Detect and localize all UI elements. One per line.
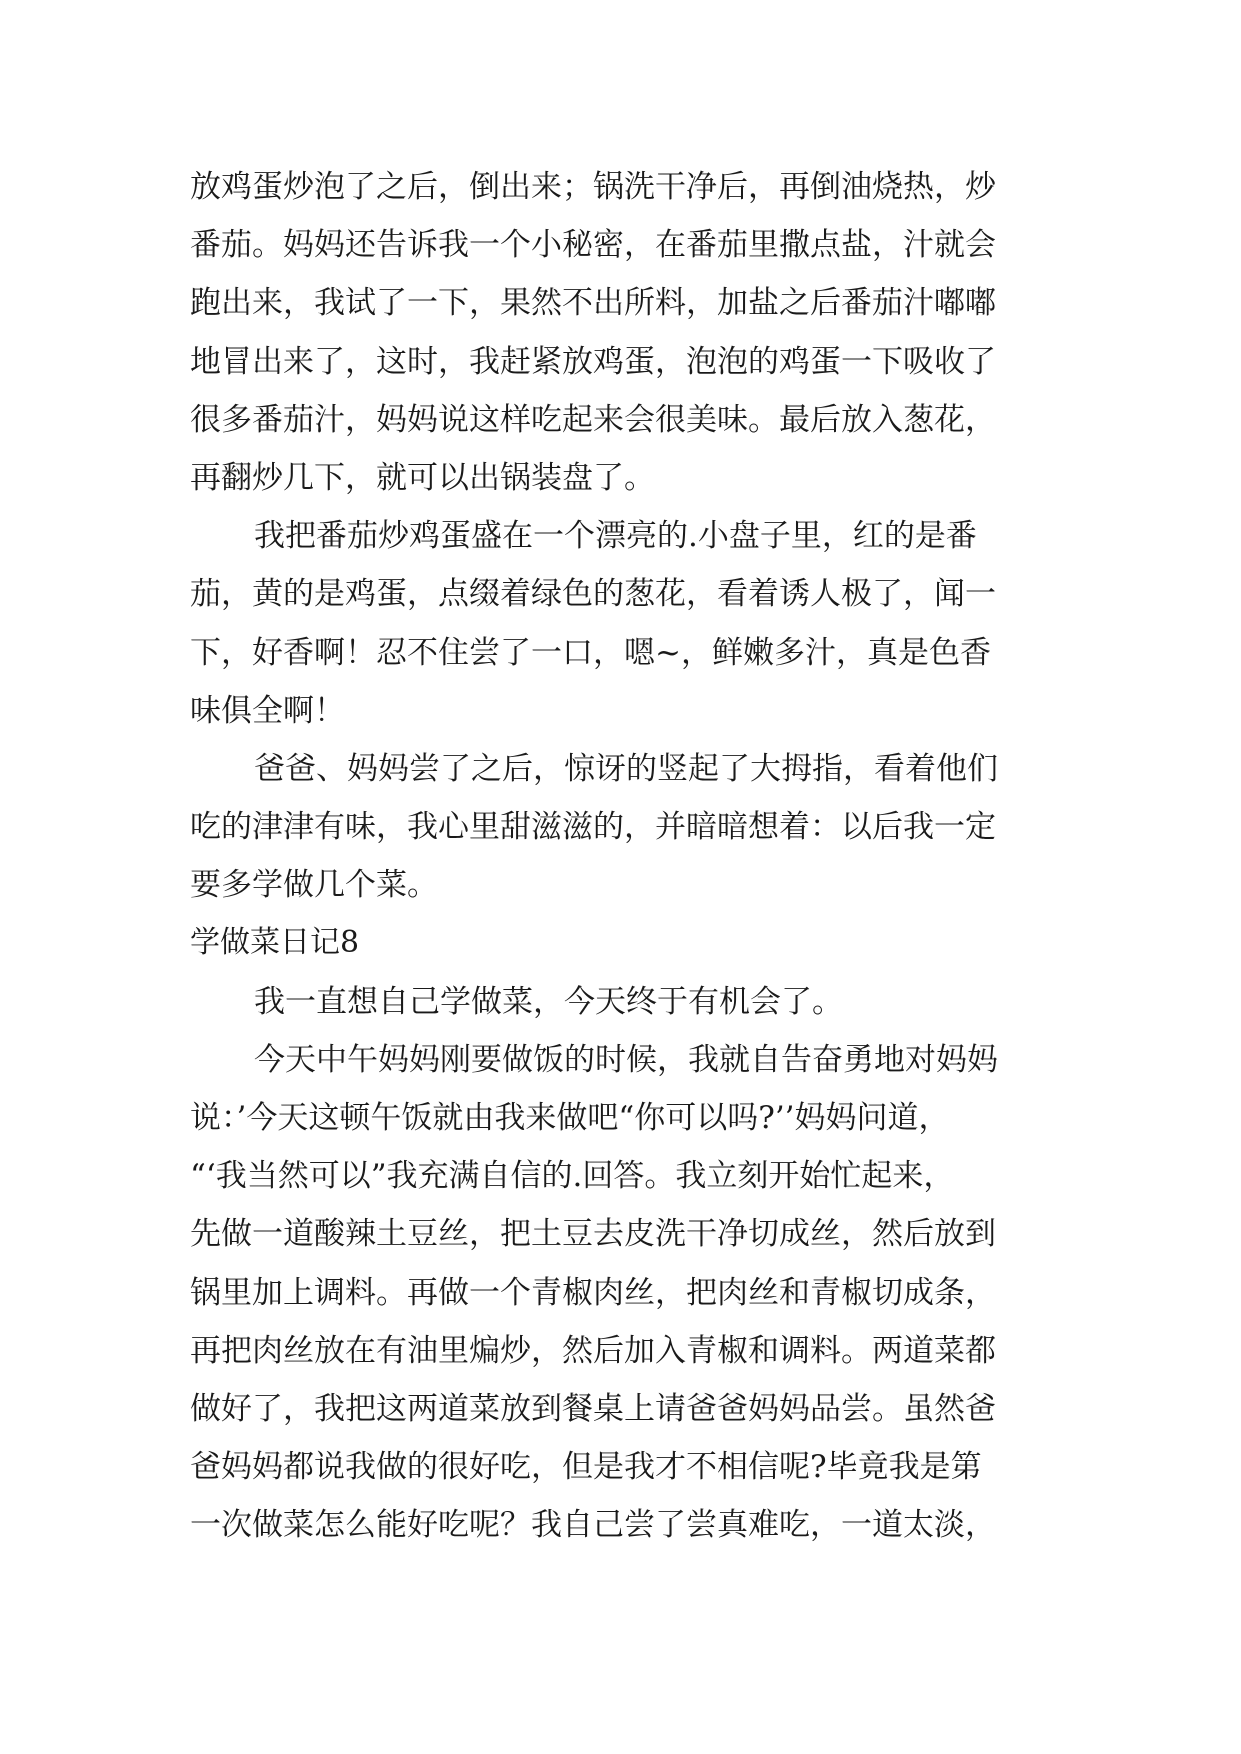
text-line: 下，好香啊！忍不住尝了一口，嗯~，鲜嫩多汁，真是色香 <box>190 634 991 671</box>
text-line: 地冒出来了，这时，我赶紧放鸡蛋，泡泡的鸡蛋一下吸收了 <box>190 343 996 380</box>
text-line: 一次做菜怎么能好吃呢？我自己尝了尝真难吃，一道太淡， <box>190 1507 996 1544</box>
document-body <box>190 158 1070 1555</box>
paragraph-start-line: 我把番茄炒鸡蛋盛在一个漂亮的.小盘子里，红的是番 <box>254 518 977 555</box>
text-line: 锅里加上调料。再做一个青椒肉丝，把肉丝和青椒切成条， <box>190 1274 996 1311</box>
text-line: 做好了，我把这两道菜放到餐桌上请爸爸妈妈品尝。虽然爸 <box>190 1390 996 1427</box>
paragraph-start-line: 我一直想自己学做菜，今天终于有机会了。 <box>254 983 843 1020</box>
text-line: 番茄。妈妈还告诉我一个小秘密，在番茄里撒点盐，汁就会 <box>190 227 996 264</box>
text-line: 再翻炒几下，就可以出锅装盘了。 <box>190 459 655 496</box>
paragraph-start-line: 爸爸、妈妈尝了之后，惊讶的竖起了大拇指，看着他们 <box>254 750 998 787</box>
text-line: 再把肉丝放在有油里煸炒，然后加入青椒和调料。两道菜都 <box>190 1332 996 1369</box>
section-heading: 学做菜日记8 <box>190 925 360 961</box>
text-line: 吃的津津有味，我心里甜滋滋的，并暗暗想着：以后我一定 <box>190 809 996 846</box>
text-line: 要多学做几个菜。 <box>190 867 438 904</box>
text-line: 味俱全啊！ <box>190 692 345 729</box>
text-line: 很多番茄汁，妈妈说这样吃起来会很美味。最后放入葱花， <box>190 401 996 438</box>
text-line: 放鸡蛋炒泡了之后，倒出来；锅洗干净后，再倒油烧热，炒 <box>190 169 996 205</box>
text-line: “‘我当然可以”我充满自信的.回答。我立刻开始忙起来， <box>190 1158 955 1195</box>
paragraph-start-line: 今天中午妈妈刚要做饭的时候，我就自告奋勇地对妈妈 <box>254 1041 998 1078</box>
text-line: 茄，黄的是鸡蛋，点缀着绿色的葱花，看着诱人极了，闻一 <box>190 576 996 613</box>
text-line: 跑出来，我试了一下，果然不出所料，加盐之后番茄汁嘟嘟 <box>190 285 996 322</box>
text-line: 先做一道酸辣土豆丝，把土豆去皮洗干净切成丝，然后放到 <box>190 1216 996 1253</box>
text-line: 爸妈妈都说我做的很好吃，但是我才不相信呢?毕竟我是第 <box>190 1449 982 1486</box>
text-line: 说：’今天这顿午饭就由我来做吧“你可以吗?’’妈妈问道， <box>190 1100 950 1136</box>
